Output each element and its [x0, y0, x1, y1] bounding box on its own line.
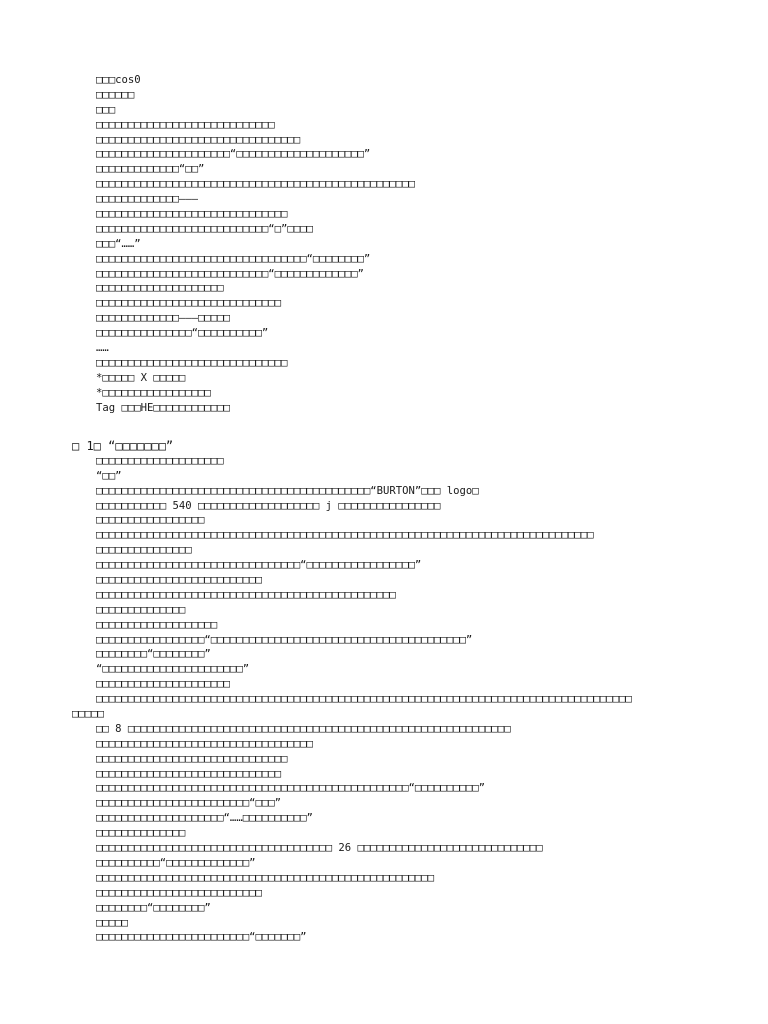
text-line: □□□□□□□□□□□□□□□□□ [96, 514, 205, 527]
text-line: □□□□□□□□□□□□□□□□□□□□□□□□□□□□□ [96, 297, 281, 310]
text-line: □□□□□□□□□□□ 540 □□□□□□□□□□□□□□□□□□□ j □□□□□□□□□□□□□□□□ [96, 499, 441, 512]
text-line: □□□□□ [72, 708, 104, 721]
text-line: *□□□□□ X □□□□□ [96, 371, 186, 384]
text-line: □□□cos0 [96, 74, 141, 86]
text-line: Tag □□□HE□□□□□□□□□□□□ [96, 401, 230, 414]
text-line: □□□□□□□□□□□□□□□□□□□□ [96, 454, 224, 467]
text-line: □□□□□□□□□□□□□□□□□□□□ [96, 282, 224, 295]
text-line: □□□□□□□□□□□□□□□□□□□□□□□□□□□□□□ [96, 752, 288, 765]
text-line: □□□□□□□□□□□□□□□□□□□□□ [96, 678, 230, 691]
text-line: □□□□□□□□□□□□□□□□□“□□□□□□□□□□□□□□□□□□□□□□□□□□□□□□□□□□□□□□□□” [96, 633, 473, 646]
text-line: □□□□□□□□□□□□□□□□□□□□□□□□□□□□ [96, 118, 275, 131]
section-2-text [72, 439, 632, 945]
section-1-text [96, 73, 415, 415]
text-line: □□□□□□□□□□□□□□□□□□□□□□□□□□ [96, 574, 262, 587]
text-line: □□□□□□□□□□□□□□□□□□□□□□□□□□□□□□□□□□□□□□□□□□□□□□□□□□□□□ [96, 871, 435, 884]
text-line: *□□□□□□□□□□□□□□□□□ [96, 386, 211, 399]
text-line: □□□□□□□□□□□□□□□□□□□ [96, 618, 218, 631]
text-line: □□□□□□□□□□□□□□□□□□□□“……□□□□□□□□□□” [96, 812, 313, 825]
text-line: □□□□□□□□□□□□□□□“□□□□□□□□□□” [96, 327, 269, 340]
text-line: □□□□□□□□□□□□□□□□□□□□□□□□□□□“□”□□□□ [96, 222, 313, 235]
text-line: □□□□□□□□□□□□□□□□□□□□□□□□“□□□□□□□” [96, 931, 307, 944]
text-line: □□□□□□□□□□□□□□□□□□□□□□□□□□□□□□□□ [96, 133, 301, 146]
text-line: □□□□□□ [96, 88, 135, 101]
text-line: □□□□□□□□□□□□□□□□□□□□□□□□□□□□□□□□□□□□□□□□□□□□□□□□□“□□□□□□□□□□” [96, 782, 486, 795]
text-line: □□□□□□□□□□□□□□□□□□□□□□□□□□□□□□ [96, 208, 288, 221]
text-line: □□□□□□□□□□□□□□□□□□□□□□□□□□□□□□□□□□□□□□□□□□□□□□□□□□ [96, 178, 415, 191]
text-line: □□□□□□□□□□□□□□□□□□□□□□□□□□□□□□□□□□□□□□□□□□□“BURTON”□□□ logo□ [96, 484, 479, 497]
text-line: □□□□□□□□□□□□□———□□□□□ [96, 312, 230, 325]
text-line: □□□□□□□□□□□□□□□□□□□□□□□□□□□□□ [96, 767, 281, 780]
text-line: □□□□□□□□□□□□□□□□□□□□□“□□□□□□□□□□□□□□□□□□□□” [96, 148, 371, 161]
text-line: □□□□□□□□“□□□□□□□□” [96, 901, 211, 914]
text-line: □□□ [96, 103, 116, 116]
text-line: □□□□□□□□□□□□□□ [96, 603, 186, 616]
text-line: □□□□□□□□□□□□□□□□□□□□□□□□□□□□□□□□“□□□□□□□□□□□□□□□□□” [96, 559, 422, 572]
text-line: □□□□□□□□□□□□□□□□□□□□□□□□□□□□□□ [96, 356, 288, 369]
text-line: □□□□□□□□□□□□□□□ [96, 544, 192, 557]
text-line: □□□□□□□□“□□□□□□□□” [96, 648, 211, 661]
text-line: □□□□□□□□□□□□□——— [96, 193, 199, 206]
text-line: □□□□□□□□□□□□□□□□□□□□□□□□□□□□□□□□□□ [96, 737, 313, 750]
text-line: …… [96, 342, 109, 355]
text-line: □□□□□□□□□□□□□□ [96, 827, 186, 840]
text-line: □□□□□□□□□□□□□□□□□□□□□□□□□□□□□□□□□□□□□□□□□□□□□□□ [96, 588, 396, 601]
text-line: □□□□□□□□□□□□□“□□” [96, 163, 205, 176]
text-line: □□□□□□□□□□□□□□□□□□□□□□□□□□□□□□□□□□□□□ 26 □□□□□□□□□□□□□□□□□□□□□□□□□□□□□ [96, 842, 543, 855]
text-line: □□□“……” [96, 237, 141, 250]
text-line: □□□□□ [96, 916, 128, 929]
text-line: □□□□□□□□□□□□□□□□□□□□□□□□□□□“□□□□□□□□□□□□□” [96, 267, 364, 280]
text-line: “□□□□□□□□□□□□□□□□□□□□□□” [96, 663, 250, 676]
text-line: □□□□□□□□□□“□□□□□□□□□□□□□” [96, 856, 256, 869]
text-line: □□ 8 □□□□□□□□□□□□□□□□□□□□□□□□□□□□□□□□□□□□□□□□□□□□□□□□□□□□□□□□□□□□ [96, 722, 511, 735]
text-line: “□□” [96, 469, 122, 482]
text-line: □□□□□□□□□□□□□□□□□□□□□□□□“□□□” [96, 797, 281, 810]
text-line: □□□□□□□□□□□□□□□□□□□□□□□□□□□□□□□□□□□□□□□□□□□□□□□□□□□□□□□□□□□□□□□□□□□□□□□□□□□□□□□□□□□□ [96, 693, 632, 706]
text-line: □□□□□□□□□□□□□□□□□□□□□□□□□□□□□□□□□“□□□□□□□□” [96, 252, 371, 265]
text-line: □□□□□□□□□□□□□□□□□□□□□□□□□□□□□□□□□□□□□□□□□□□□□□□□□□□□□□□□□□□□□□□□□□□□□□□□□□□□□□ [96, 529, 594, 542]
text-line: □□□□□□□□□□□□□□□□□□□□□□□□□□ [96, 886, 262, 899]
section-2-heading: □ 1□ “□□□□□□□” [72, 439, 174, 453]
